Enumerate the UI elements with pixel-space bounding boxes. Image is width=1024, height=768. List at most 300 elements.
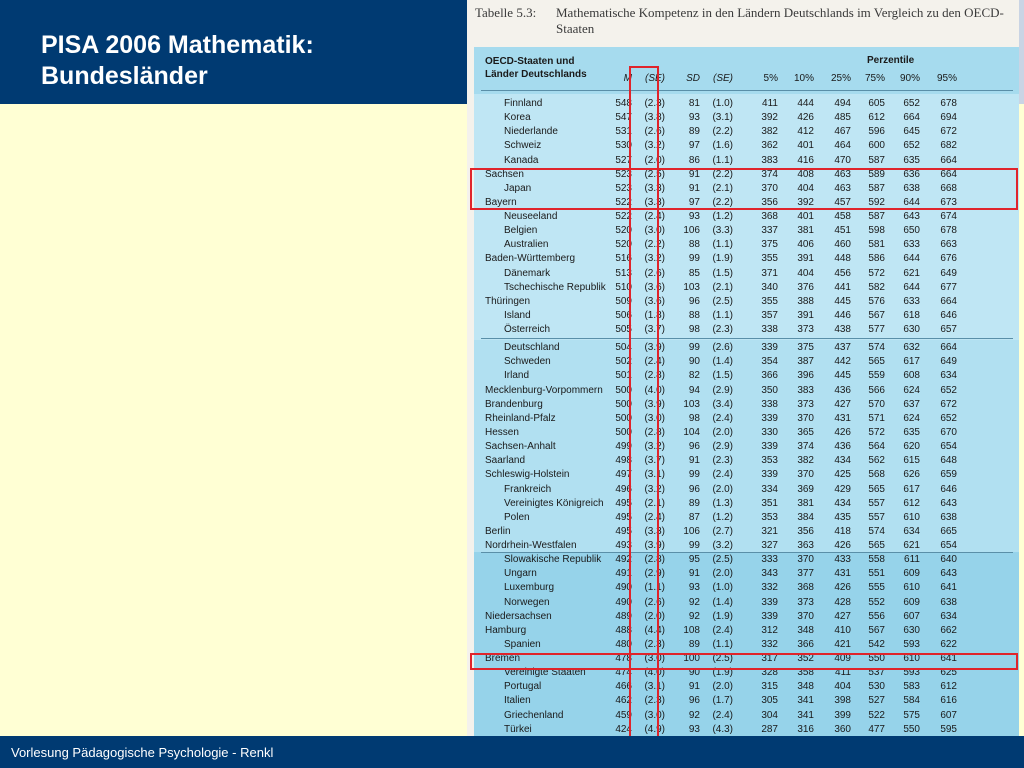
cell-p90: 584: [903, 695, 920, 707]
cell-sem: (3.1): [644, 681, 665, 693]
cell-p25: 426: [834, 540, 851, 552]
cell-p25: 470: [834, 154, 851, 166]
cell-p95: 634: [940, 370, 957, 382]
cell-p25: 446: [834, 309, 851, 321]
cell-p25: 431: [834, 412, 851, 424]
cell-p75: 562: [868, 455, 885, 467]
cell-sem: (2.2): [644, 239, 665, 251]
row-name: Schweden: [504, 356, 551, 368]
cell-m: 501: [615, 370, 632, 382]
cell-p5: 321: [761, 525, 778, 537]
cell-p10: 416: [797, 154, 814, 166]
cell-p95: 622: [940, 638, 957, 650]
cell-p95: 607: [940, 709, 957, 721]
header-col-p10: 10%: [793, 73, 814, 84]
cell-sem: (3.0): [644, 412, 665, 424]
cell-p5: 339: [761, 596, 778, 608]
cell-sd: 98: [688, 324, 700, 336]
cell-p25: 437: [834, 342, 851, 354]
cell-p95: 682: [940, 140, 957, 152]
header-col-se-m: (SE): [645, 73, 665, 84]
cell-p25: 426: [834, 582, 851, 594]
row-name: Griechenland: [504, 709, 564, 721]
cell-p90: 644: [903, 196, 920, 208]
cell-p90: 633: [903, 295, 920, 307]
table-row: [467, 498, 1019, 512]
row-name: Thüringen: [485, 295, 531, 307]
row-name: Bayern: [485, 196, 517, 208]
cell-p90: 624: [903, 412, 920, 424]
cell-sem: (3.7): [644, 455, 665, 467]
cell-p95: 670: [940, 426, 957, 438]
row-name: Irland: [504, 370, 530, 382]
cell-sd: 96: [688, 295, 700, 307]
cell-p90: 633: [903, 239, 920, 251]
cell-p10: 383: [797, 384, 814, 396]
cell-sesd: (2.4): [712, 412, 733, 424]
cell-p90: 615: [903, 455, 920, 467]
row-name: Neuseeland: [504, 211, 558, 223]
cell-sd: 92: [688, 610, 700, 622]
cell-p75: 551: [868, 568, 885, 580]
table-row: [467, 582, 1019, 596]
cell-sem: (2.4): [644, 511, 665, 523]
cell-p90: 620: [903, 441, 920, 453]
cell-p75: 556: [868, 610, 885, 622]
cell-sd: 96: [688, 441, 700, 453]
cell-sem: (3.0): [644, 225, 665, 237]
cell-m: 505: [615, 324, 632, 336]
cell-p75: 565: [868, 356, 885, 368]
cell-sem: (3.3): [644, 525, 665, 537]
cell-sesd: (1.5): [712, 267, 733, 279]
cell-p25: 463: [834, 182, 851, 194]
table-row: [467, 356, 1019, 370]
cell-sem: (3.2): [644, 483, 665, 495]
cell-p90: 638: [903, 182, 920, 194]
row-name: Schleswig-Holstein: [485, 469, 570, 481]
cell-sd: 103: [683, 281, 700, 293]
cell-p10: 377: [797, 568, 814, 580]
cell-p25: 429: [834, 483, 851, 495]
cell-p95: 634: [940, 610, 957, 622]
cell-sd: 91: [688, 455, 700, 467]
cell-p95: 659: [940, 469, 957, 481]
cell-p90: 645: [903, 126, 920, 138]
cell-sd: 93: [688, 112, 700, 124]
cell-p25: 494: [834, 98, 851, 109]
table-row: [467, 211, 1019, 225]
cell-sd: 92: [688, 709, 700, 721]
cell-sem: (3.3): [644, 196, 665, 208]
row-name: Deutschland: [504, 342, 560, 354]
cell-m: 495: [615, 511, 632, 523]
cell-p10: 370: [797, 469, 814, 481]
cell-p5: 339: [761, 610, 778, 622]
cell-sem: (4.0): [644, 384, 665, 396]
cell-p10: 341: [797, 709, 814, 721]
cell-p95: 673: [940, 196, 957, 208]
cell-p95: 638: [940, 511, 957, 523]
cell-sem: (2.1): [644, 497, 665, 509]
cell-sesd: (3.3): [712, 225, 733, 237]
table-row: [467, 268, 1019, 282]
cell-p10: 444: [797, 98, 814, 109]
cell-sem: (4.0): [644, 667, 665, 679]
cell-p90: 618: [903, 309, 920, 321]
cell-p90: 650: [903, 225, 920, 237]
cell-sesd: (1.2): [712, 511, 733, 523]
cell-p95: 674: [940, 211, 957, 223]
cell-p25: 411: [835, 667, 851, 679]
cell-m: 500: [615, 398, 632, 410]
cell-p25: 436: [834, 441, 851, 453]
cell-p25: 410: [834, 624, 851, 636]
cell-p95: 657: [940, 324, 957, 336]
row-name: Kanada: [504, 154, 539, 166]
cell-p75: 530: [868, 681, 885, 693]
row-name: Niederlande: [504, 126, 558, 138]
cell-p75: 581: [868, 239, 885, 251]
header-col-p25: 25%: [830, 73, 851, 84]
cell-m: 500: [615, 384, 632, 396]
cell-sesd: (2.0): [712, 681, 733, 693]
cell-p90: 624: [903, 384, 920, 396]
cell-p10: 384: [797, 511, 814, 523]
cell-m: 523: [615, 168, 632, 180]
cell-p10: 401: [797, 140, 814, 152]
row-name: Rheinland-Pfalz: [485, 412, 556, 424]
cell-p25: 428: [834, 596, 851, 608]
cell-p5: 304: [761, 709, 778, 721]
cell-m: 480: [615, 638, 632, 650]
row-name: Slowakische Republik: [504, 554, 602, 566]
cell-sesd: (2.5): [712, 295, 733, 307]
cell-sem: (3.2): [644, 140, 665, 152]
table-row: [467, 253, 1019, 267]
cell-m: 493: [615, 540, 632, 552]
cell-p75: 537: [868, 667, 885, 679]
cell-p10: 366: [797, 638, 814, 650]
table-label: Tabelle 5.3:: [475, 5, 537, 20]
cell-p5: 333: [761, 554, 778, 566]
table-row: [467, 140, 1019, 154]
cell-p95: 672: [940, 398, 957, 410]
cell-p95: 664: [940, 154, 957, 166]
cell-p25: 463: [834, 168, 851, 180]
row-name: Australien: [504, 239, 549, 251]
cell-sesd: (1.0): [712, 582, 733, 594]
cell-p5: 339: [761, 441, 778, 453]
cell-sesd: (1.9): [712, 610, 733, 622]
cell-p10: 426: [797, 112, 814, 124]
cell-sesd: (1.1): [712, 239, 733, 251]
cell-m: 491: [615, 568, 632, 580]
cell-p90: 617: [903, 483, 920, 495]
cell-m: 547: [615, 112, 632, 124]
cell-p75: 555: [868, 582, 885, 594]
cell-sd: 98: [688, 412, 700, 424]
cell-p95: 694: [940, 112, 957, 124]
cell-p5: 340: [761, 281, 778, 293]
cell-sem: (3.7): [644, 324, 665, 336]
row-name: Dänemark: [504, 267, 551, 279]
cell-sesd: (2.1): [712, 281, 733, 293]
cell-sem: (4.9): [644, 723, 665, 735]
cell-sd: 89: [688, 126, 700, 138]
cell-sem: (2.9): [644, 568, 665, 580]
row-name: Italien: [504, 695, 531, 707]
cell-sd: 96: [688, 695, 700, 707]
row-name: Niedersachsen: [485, 610, 552, 622]
cell-p95: 616: [940, 695, 957, 707]
cell-p10: 375: [797, 342, 814, 354]
cell-p95: 643: [940, 568, 957, 580]
cell-m: 500: [615, 412, 632, 424]
cell-p10: 392: [797, 196, 814, 208]
cell-p75: 542: [868, 638, 885, 650]
cell-sem: (2.0): [644, 154, 665, 166]
cell-p25: 464: [834, 140, 851, 152]
cell-p25: 398: [834, 695, 851, 707]
cell-sesd: (2.6): [712, 342, 733, 354]
cell-p75: 565: [868, 540, 885, 552]
cell-p25: 433: [834, 554, 851, 566]
cell-m: 522: [615, 196, 632, 208]
row-name: Hamburg: [485, 624, 527, 636]
cell-p10: 365: [797, 426, 814, 438]
cell-p10: 401: [797, 211, 814, 223]
cell-p95: 663: [940, 239, 957, 251]
table-row: [467, 282, 1019, 296]
cell-p5: 355: [761, 295, 778, 307]
cell-m: 424: [615, 723, 632, 735]
cell-sd: 89: [688, 497, 700, 509]
cell-sd: 89: [688, 638, 700, 650]
cell-sesd: (3.4): [712, 398, 733, 410]
cell-p5: 353: [761, 511, 778, 523]
row-name: Belgien: [504, 225, 538, 237]
cell-p90: 609: [903, 596, 920, 608]
cell-p90: 617: [903, 356, 920, 368]
table-row: [467, 399, 1019, 413]
cell-sesd: (1.0): [712, 98, 733, 109]
cell-sesd: (4.3): [712, 723, 733, 735]
table-row: [467, 112, 1019, 126]
cell-sd: 93: [688, 211, 700, 223]
cell-sem: (3.9): [644, 342, 665, 354]
cell-p5: 337: [761, 225, 778, 237]
cell-p5: 382: [761, 126, 778, 138]
table-row: [467, 554, 1019, 568]
cell-sem: (2.8): [644, 370, 665, 382]
header-states: OECD-Staaten und Länder Deutschlands: [485, 56, 587, 80]
cell-p25: 425: [834, 469, 851, 481]
cell-p25: 457: [834, 196, 851, 208]
band-divider: [481, 552, 1013, 553]
cell-sesd: (2.2): [712, 126, 733, 138]
cell-sem: (1.1): [644, 582, 665, 594]
band-divider: [481, 338, 1013, 339]
cell-p5: 351: [761, 497, 778, 509]
cell-sd: 96: [688, 483, 700, 495]
cell-p75: 582: [868, 281, 885, 293]
row-name: Finnland: [504, 98, 543, 109]
cell-p25: 442: [834, 356, 851, 368]
cell-m: 504: [615, 342, 632, 354]
cell-sem: (3.0): [644, 709, 665, 721]
cell-sem: (2.3): [644, 695, 665, 707]
cell-m: 513: [615, 267, 632, 279]
header-col-p95: 95%: [936, 73, 957, 84]
table-row: [467, 455, 1019, 469]
cell-p95: 625: [940, 667, 957, 679]
cell-p10: 352: [797, 653, 814, 665]
cell-p75: 571: [868, 412, 885, 424]
cell-p10: 373: [797, 596, 814, 608]
cell-p25: 448: [834, 253, 851, 265]
cell-sd: 91: [688, 568, 700, 580]
row-name: Spanien: [504, 638, 541, 650]
cell-sesd: (2.4): [712, 624, 733, 636]
cell-m: 497: [615, 469, 632, 481]
cell-p90: 630: [903, 624, 920, 636]
row-name: Vereinigte Staaten: [504, 667, 586, 679]
cell-sd: 93: [688, 723, 700, 735]
cell-p5: 332: [761, 638, 778, 650]
cell-p25: 438: [834, 324, 851, 336]
cell-p90: 644: [903, 281, 920, 293]
cell-p90: 644: [903, 253, 920, 265]
cell-sem: (3.2): [644, 253, 665, 265]
cell-sem: (3.2): [644, 441, 665, 453]
cell-sem: (3.8): [644, 112, 665, 124]
cell-m: 509: [615, 295, 632, 307]
cell-m: 490: [615, 582, 632, 594]
cell-sesd: (1.9): [712, 667, 733, 679]
cell-p95: 643: [940, 497, 957, 509]
cell-sem: (2.0): [644, 610, 665, 622]
cell-p90: 643: [903, 211, 920, 223]
cell-p25: 445: [834, 295, 851, 307]
cell-m: 527: [615, 154, 632, 166]
cell-p90: 652: [903, 98, 920, 109]
cell-sem: (3.6): [644, 281, 665, 293]
cell-sd: 85: [688, 267, 700, 279]
cell-p5: 375: [761, 239, 778, 251]
cell-sem: (2.4): [644, 211, 665, 223]
cell-p75: 565: [868, 483, 885, 495]
cell-p75: 589: [868, 168, 885, 180]
cell-sd: 91: [688, 168, 700, 180]
cell-p5: 312: [761, 624, 778, 636]
cell-sd: 91: [688, 182, 700, 194]
cell-sesd: (2.4): [712, 709, 733, 721]
cell-p75: 557: [868, 511, 885, 523]
cell-sd: 104: [683, 426, 700, 438]
cell-sesd: (2.9): [712, 384, 733, 396]
cell-sd: 97: [688, 140, 700, 152]
cell-p90: 652: [903, 140, 920, 152]
cell-p95: 678: [940, 225, 957, 237]
cell-sesd: (1.1): [712, 154, 733, 166]
cell-p75: 612: [868, 112, 885, 124]
cell-sd: 86: [688, 154, 700, 166]
cell-p25: 427: [834, 610, 851, 622]
table-row: [467, 441, 1019, 455]
row-name: Berlin: [485, 525, 511, 537]
cell-p5: 350: [761, 384, 778, 396]
cell-p25: 435: [834, 511, 851, 523]
cell-m: 462: [615, 695, 632, 707]
cell-sd: 103: [683, 398, 700, 410]
cell-sesd: (2.5): [712, 554, 733, 566]
row-name: Nordrhein-Westfalen: [485, 540, 577, 552]
highlight-bremen: [470, 653, 1018, 670]
cell-sem: (2.8): [644, 554, 665, 566]
cell-p5: 305: [761, 695, 778, 707]
cell-sd: 90: [688, 667, 700, 679]
cell-p5: 368: [761, 211, 778, 223]
cell-sesd: (2.7): [712, 525, 733, 537]
cell-p5: 317: [761, 653, 778, 665]
cell-sesd: (2.5): [712, 653, 733, 665]
table-row: [467, 568, 1019, 582]
header-perzentile: Perzentile: [867, 55, 915, 66]
cell-sesd: (3.2): [712, 540, 733, 552]
cell-m: 478: [615, 653, 632, 665]
cell-sem: (3.1): [644, 469, 665, 481]
cell-p75: 559: [868, 370, 885, 382]
cell-p5: 392: [761, 112, 778, 124]
cell-sd: 88: [688, 239, 700, 251]
cell-p10: 412: [797, 126, 814, 138]
cell-p75: 572: [868, 426, 885, 438]
cell-p10: 381: [797, 497, 814, 509]
cell-sem: (3.9): [644, 540, 665, 552]
cell-m: 502: [615, 356, 632, 368]
cell-p90: 593: [903, 667, 920, 679]
cell-p10: 391: [797, 253, 814, 265]
row-name: Japan: [504, 182, 532, 194]
table-row: [467, 310, 1019, 324]
cell-p5: 383: [761, 154, 778, 166]
cell-p90: 636: [903, 168, 920, 180]
cell-p25: 426: [834, 426, 851, 438]
cell-sesd: (1.9): [712, 253, 733, 265]
cell-m: 495: [615, 525, 632, 537]
row-name: Sachsen: [485, 168, 524, 180]
cell-p10: 363: [797, 540, 814, 552]
cell-m: 530: [615, 140, 632, 152]
header-col-m: M: [623, 73, 632, 84]
cell-p95: 652: [940, 384, 957, 396]
cell-p10: 348: [797, 624, 814, 636]
cell-p5: 374: [761, 168, 778, 180]
cell-sem: (3.3): [644, 182, 665, 194]
cell-sem: (2.5): [644, 168, 665, 180]
cell-p90: 607: [903, 610, 920, 622]
cell-sd: 108: [683, 624, 700, 636]
cell-sesd: (1.3): [712, 497, 733, 509]
cell-p90: 635: [903, 426, 920, 438]
row-name: Sachsen-Anhalt: [485, 441, 556, 453]
cell-p75: 527: [868, 695, 885, 707]
cell-p5: 327: [761, 540, 778, 552]
cell-m: 510: [615, 281, 632, 293]
table-row: [467, 469, 1019, 483]
cell-p10: 381: [797, 225, 814, 237]
